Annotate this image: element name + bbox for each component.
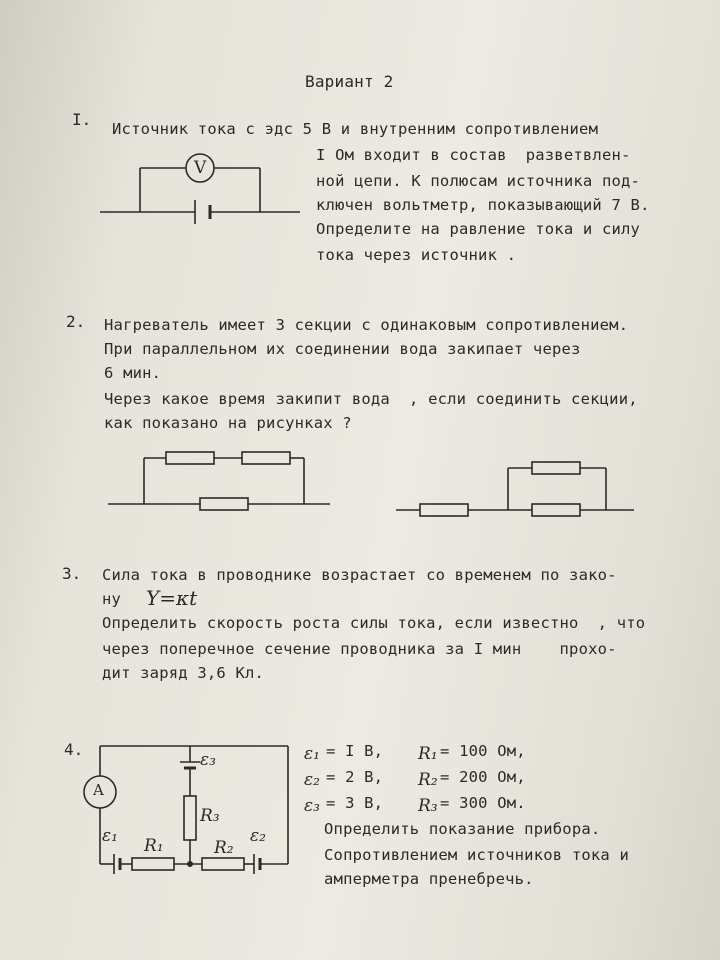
heater-section <box>242 452 290 464</box>
problem-3-line-5: дит заряд 3,6 Кл. <box>102 664 265 682</box>
problem-1-line-3: ной цепи. К полюсам источника под- <box>316 172 641 190</box>
problem-3-line-4: через поперечное сечение проводника за I мин прохо- <box>102 640 617 658</box>
problem-2-line-2: При параллельном их соединении вода закипает через <box>104 340 581 358</box>
problem-3-line-2: ну <box>102 590 122 608</box>
page-title: Вариант 2 <box>305 72 394 91</box>
problem-4-line-2: Сопротивлением источников тока и <box>324 846 630 864</box>
problem-1-line-4: ключен вольтметр, показывающий 7 В. <box>316 196 650 214</box>
resistor-r1 <box>132 858 174 870</box>
problem-3-formula: Y=κt <box>146 586 198 610</box>
circuit-label-r3: R₃ <box>200 806 220 826</box>
problem-2-number: 2. <box>66 312 86 331</box>
given-emf-symbol-3: ε₃ <box>304 796 320 816</box>
heater-section <box>532 462 580 474</box>
voltmeter-label: V <box>194 158 207 178</box>
given-res-value-1: = 100 Ом, <box>440 742 526 760</box>
problem-1-line-6: тока через источник . <box>316 246 517 264</box>
problem-3-number: 3. <box>62 564 82 583</box>
given-res-symbol-1: R₁ <box>418 744 438 764</box>
problem-1-number: I. <box>72 110 92 129</box>
ammeter-label: A <box>93 781 104 799</box>
problem-4-line-3: амперметра пренебречь. <box>324 870 534 888</box>
problem-3-line-1: Сила тока в проводнике возрастает со временем по зако- <box>102 566 617 584</box>
problem-2-line-3: 6 мин. <box>104 364 162 382</box>
problem-4-line-1: Определить показание прибора. <box>324 820 601 838</box>
circuit-label-r2: R₂ <box>214 838 234 858</box>
problem-3-line-3: Определить скорость роста силы тока, если известно , что <box>102 614 646 632</box>
problem-1-line-1: Источник тока с эдс 5 В и внутренним сопротивлением <box>112 120 599 138</box>
circuit-label-e2: ε₂ <box>250 826 266 846</box>
given-res-value-3: = 300 Ом. <box>440 794 526 812</box>
heater-section <box>532 504 580 516</box>
circuit-label-e3: ε₃ <box>200 750 216 770</box>
problem-2-line-1: Нагреватель имеет 3 секции с одинаковым сопротивлением. <box>104 316 629 334</box>
problem-1-line-2: I Ом входит в состав разветвлен- <box>316 146 631 164</box>
heater-section <box>420 504 468 516</box>
resistor-r2 <box>202 858 244 870</box>
problem-2-line-4: Через какое время закипит вода , если соединить секции, <box>104 390 638 408</box>
given-emf-value-3: = 3 В, <box>326 794 384 812</box>
problem-4-circuit-diagram <box>74 744 294 874</box>
problem-1-line-5: Определите на равление тока и силу <box>316 220 641 238</box>
given-emf-symbol-1: ε₁ <box>304 744 320 764</box>
problem-2-circuit-right <box>396 458 634 520</box>
circuit-label-e1: ε₁ <box>102 826 118 846</box>
circuit-label-r1: R₁ <box>144 836 164 856</box>
problem-4-number: 4. <box>64 740 84 759</box>
given-res-value-2: = 200 Ом, <box>440 768 526 786</box>
heater-section <box>200 498 248 510</box>
given-emf-symbol-2: ε₂ <box>304 770 320 790</box>
heater-section <box>166 452 214 464</box>
problem-2-circuit-left <box>108 448 330 518</box>
given-emf-value-1: = I В, <box>326 742 384 760</box>
problem-2-line-5: как показано на рисунках ? <box>104 414 352 432</box>
given-res-symbol-2: R₂ <box>418 770 438 790</box>
resistor-r3 <box>184 796 196 840</box>
given-res-symbol-3: R₃ <box>418 796 438 816</box>
given-emf-value-2: = 2 В, <box>326 768 384 786</box>
